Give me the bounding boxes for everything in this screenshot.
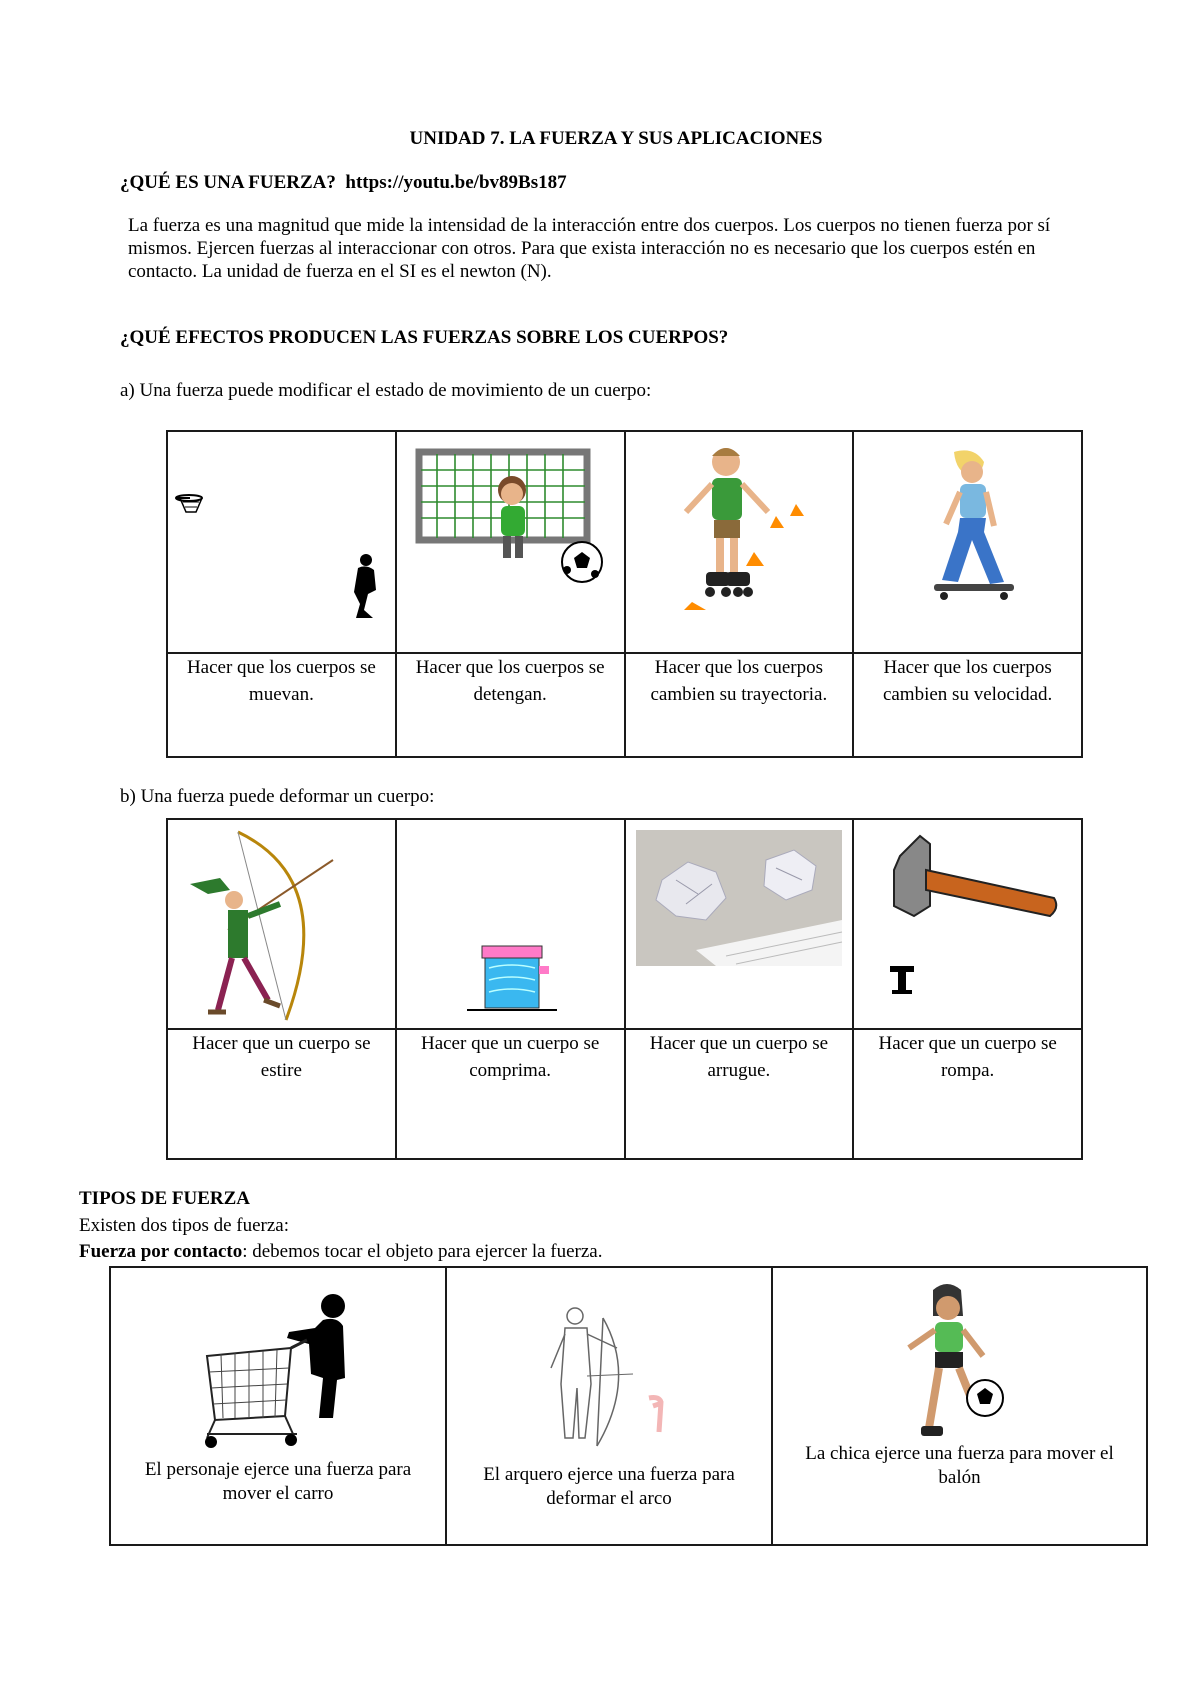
- cell-image: [853, 431, 1082, 653]
- section-heading-types: TIPOS DE FUERZA: [79, 1188, 251, 1209]
- heading-text: ¿QUÉ ES UNA FUERZA?: [120, 172, 336, 193]
- video-link[interactable]: https://youtu.be/bv89Bs187: [345, 172, 567, 193]
- caption-line: Hacer que los cuerpos se: [186, 657, 376, 678]
- paragraph-line: La fuerza es una magnitud que mide la intensidad de la interacción entre dos cuerpos. Los cuerpos no tienen fuerza por sí: [128, 215, 1051, 236]
- types-intro: Existen dos tipos de fuerza:: [79, 1215, 290, 1236]
- shopping-cart-person-icon: [111, 1268, 445, 1458]
- caption-cell: [396, 653, 625, 757]
- contact-force-definition: [79, 1240, 603, 1263]
- caption-cell: [625, 653, 854, 757]
- caption-line: estire: [260, 1060, 302, 1081]
- definition-paragraph: [128, 214, 1128, 283]
- caption-line: deformar el arco: [546, 1488, 672, 1509]
- label-movement: a) Una fuerza puede modificar el estado de movimiento de un cuerpo:: [120, 380, 652, 401]
- caption-cell: [853, 653, 1082, 757]
- paragraph-line: mismos. Ejercen fuerzas al interaccionar con otros. Para que exista interacción no es necesario que los cuerpos estén en: [128, 238, 1036, 259]
- compressed-spring-icon: [397, 820, 624, 1028]
- caption-line: Hacer que un cuerpo se: [649, 1033, 829, 1054]
- caption-line: comprima.: [469, 1060, 552, 1081]
- caption-cell: [167, 653, 396, 757]
- contact-force-text: : debemos tocar el objeto para ejercer la fuerza.: [242, 1241, 603, 1262]
- crumpled-paper-icon: [626, 820, 853, 1028]
- caption-line: Hacer que un cuerpo se: [878, 1033, 1057, 1054]
- cell-image: [396, 819, 625, 1029]
- cell-image: [167, 819, 396, 1029]
- caption-cell: [111, 1458, 445, 1506]
- caption-cell: [167, 1029, 396, 1159]
- goalkeeper-icon: [397, 432, 624, 652]
- caption-cell: [447, 1463, 771, 1511]
- skateboarder-icon: [854, 432, 1081, 652]
- caption-cell: [853, 1029, 1082, 1159]
- caption-line: Hacer que los cuerpos: [654, 657, 824, 678]
- caption-line: arrugue.: [707, 1060, 771, 1081]
- hammer-nail-icon: [854, 820, 1081, 1028]
- caption-line: muevan.: [248, 684, 314, 705]
- girl-football-icon: [773, 1268, 1146, 1458]
- rollerskater-icon: [626, 432, 853, 652]
- caption-cell: [773, 1442, 1146, 1490]
- caption-line: balón: [938, 1467, 981, 1488]
- cell-image: [853, 819, 1082, 1029]
- contact-force-term: Fuerza por contacto: [79, 1241, 243, 1262]
- cell-contact-archer: [446, 1267, 772, 1545]
- caption-line: detengan.: [473, 684, 547, 705]
- cell-image: [396, 431, 625, 653]
- caption-cell: [625, 1029, 854, 1159]
- archer-outline-icon: [447, 1268, 771, 1463]
- page-title: UNIDAD 7. LA FUERZA Y SUS APLICACIONES: [409, 128, 823, 149]
- caption-line: El arquero ejerce una fuerza para: [483, 1464, 735, 1485]
- caption-line: Hacer que los cuerpos: [883, 657, 1052, 678]
- caption-line: Hacer que los cuerpos se: [415, 657, 605, 678]
- cell-image: [625, 819, 854, 1029]
- contact-force-table: [109, 1266, 1148, 1546]
- caption-line: Hacer que un cuerpo se: [420, 1033, 600, 1054]
- archer-icon: [168, 820, 395, 1028]
- caption-line: El personaje ejerce una fuerza para: [144, 1459, 412, 1480]
- caption-line: La chica ejerce una fuerza para mover el: [805, 1443, 1114, 1464]
- caption-line: cambien su trayectoria.: [650, 684, 828, 705]
- cell-image: [625, 431, 854, 653]
- caption-line: Hacer que un cuerpo se: [192, 1033, 371, 1054]
- cell-contact-cart: [110, 1267, 446, 1545]
- caption-line: mover el carro: [222, 1483, 334, 1504]
- caption-line: cambien su velocidad.: [882, 684, 1053, 705]
- movement-effects-table: [166, 430, 1083, 758]
- deformation-effects-table: [166, 818, 1083, 1160]
- paragraph-line: contacto. La unidad de fuerza en el SI es el newton (N).: [128, 261, 552, 282]
- section-heading-what-is-force: [120, 172, 567, 194]
- cell-contact-football: [772, 1267, 1147, 1545]
- label-deformation: b) Una fuerza puede deformar un cuerpo:: [120, 786, 435, 807]
- caption-line: rompa.: [940, 1060, 995, 1081]
- caption-cell: [396, 1029, 625, 1159]
- section-heading-effects: ¿QUÉ EFECTOS PRODUCEN LAS FUERZAS SOBRE LOS CUERPOS?: [120, 327, 729, 348]
- basketball-player-icon: [168, 432, 395, 652]
- cell-image: [167, 431, 396, 653]
